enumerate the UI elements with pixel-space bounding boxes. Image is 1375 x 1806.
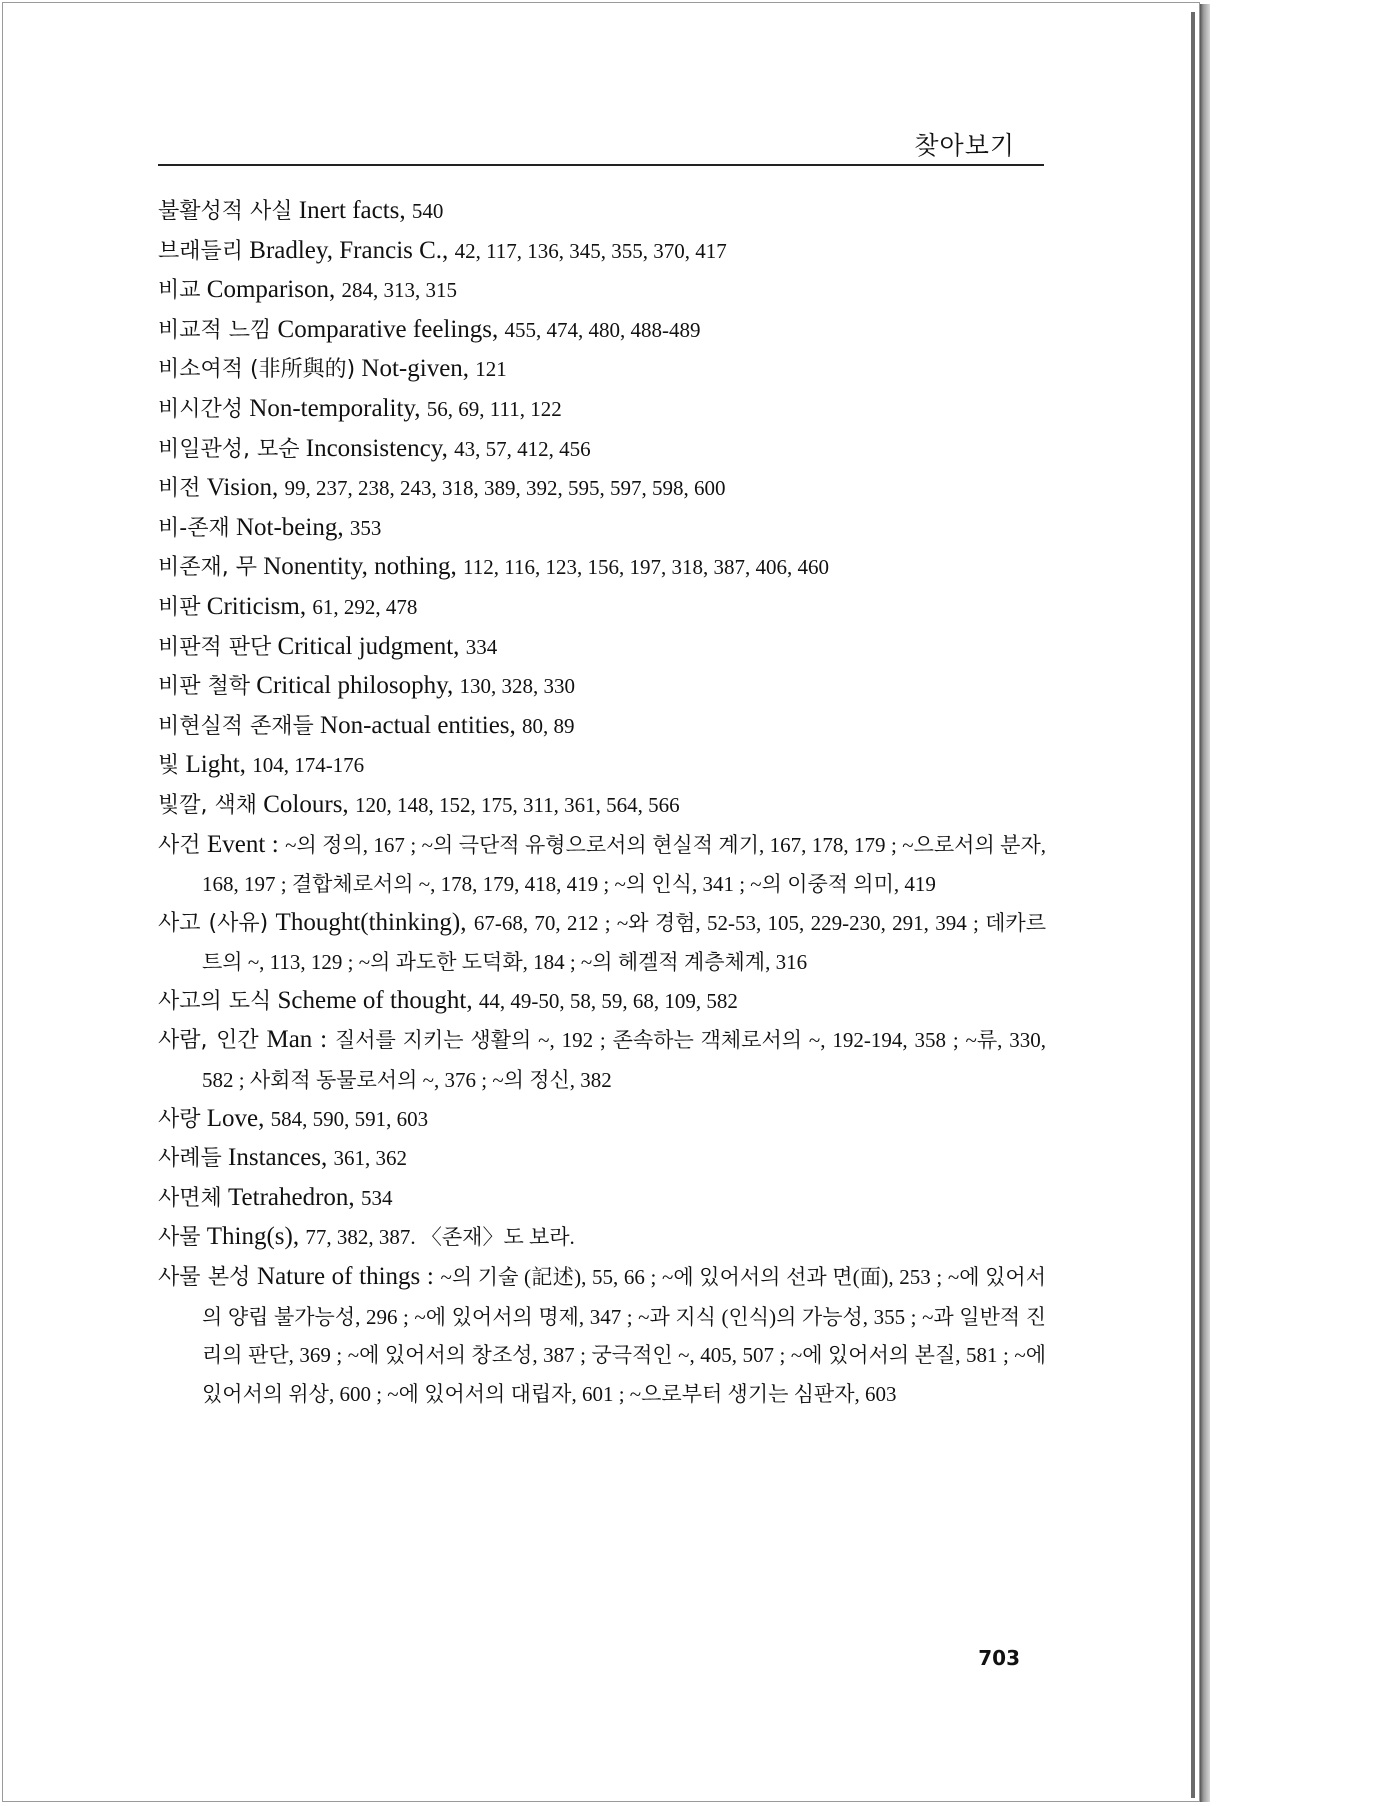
entry-korean-term: 사람, 인간 [158,1028,259,1054]
entry-korean-term: 비일관성, 모순 [158,436,300,462]
page-edge [1200,4,1210,1802]
entry-page-refs: 361, 362 [333,1146,408,1171]
entry-korean-term: 불활성적 사실 [158,199,293,224]
entry-page-refs: 43, 57, 412, 456 [454,436,591,461]
entry-korean-term: 비전 [158,476,201,502]
index-entry [158,1179,1046,1219]
index-entry [158,390,1046,430]
entry-korean-term: 사면체 [158,1185,222,1211]
index-entry [158,904,1046,982]
index-entry [158,588,1046,628]
entry-korean-term: 비판 철학 [158,674,251,700]
index-entry [158,1100,1046,1140]
index-entry [158,707,1046,747]
entry-korean-term: 비-존재 [158,515,230,541]
entry-english-term: Critical philosophy, [256,672,454,700]
running-head: 찾아보기 [914,131,1015,160]
entry-page-refs: 99, 237, 238, 243, 318, 389, 392, 595, 597, 598, 600 [284,476,726,501]
index-entry [158,311,1046,351]
entry-korean-term: 비현실적 존재들 [158,713,314,739]
entry-page-refs: 112, 116, 123, 156, 197, 318, 387, 406, 460 [463,555,829,580]
index-entry [158,1139,1046,1179]
index-entry [158,232,1046,272]
entry-korean-term: 비시간성 [158,396,244,422]
entry-korean-term: 비존재, 무 [158,555,257,581]
entry-korean-term: 사건 [158,832,201,858]
entry-english-term: Light, [185,751,246,779]
entry-page-refs: 284, 313, 315 [341,278,457,303]
entry-korean-term: 브래들리 [158,238,244,264]
entry-english-term: Event : [206,830,279,858]
entry-korean-term: 사랑 [158,1106,201,1132]
entry-english-term: Scheme of thought, [277,986,473,1014]
entry-page-refs: 455, 474, 480, 488-489 [504,317,701,342]
index-entry [158,192,1046,232]
entry-page-refs: 77, 382, 387. 〈존재〉도 보라. [305,1225,575,1250]
entry-english-term: Non-temporality, [249,394,421,422]
entry-english-term: Tetrahedron, [228,1183,355,1211]
entry-english-term: Vision, [206,474,279,502]
entry-page-refs: 질서를 지키는 생활의 ~, 192 ; 존속하는 객체로서의 ~, 192-194, 358 ; ~류, 330, 582 ; 사회적 동물로서의 ~, 376 ; ~의 정신, 382 [202,1028,1047,1093]
entry-english-term: Instances, [228,1144,328,1172]
entry-english-term: Not-being, [235,513,344,541]
entry-english-term: Comparison, [206,276,336,304]
entry-english-term: Comparative feelings, [277,315,499,343]
index-entry [158,469,1046,509]
index-entry [158,628,1046,668]
entry-page-refs: 120, 148, 152, 175, 311, 361, 564, 566 [354,792,680,817]
entry-page-refs: 130, 328, 330 [459,674,575,699]
entry-page-refs: 540 [411,199,444,223]
entry-page-refs: 334 [465,634,498,659]
entry-page-refs: 121 [475,357,507,382]
index-entry [158,746,1046,786]
entry-page-refs: ~의 기술 (記述), 55, 66 ; ~에 있어서의 선과 면(面), 253 ; ~에 있어서의 양립 불가능성, 296 ; ~에 있어서의 명제, 347 ; ~과 지식 (인식)의 가능성, 355 ; ~과 일반적 진리의 판단, 369 ; ~에 있어서의 창조성, 387 ; 궁극적인 ~, 405, 507 ; ~에 있어서의 본질, 581 ; ~에 있어서의 위상, 600 ; ~에 있어서의 대립자, 601 ; ~으로부터 생기는 심판자, 603 [202,1265,1046,1406]
entry-english-term: Nature of things : [257,1263,434,1291]
entry-english-term: Critical judgment, [277,632,460,660]
entry-page-refs: 353 [349,515,382,540]
entry-korean-term: 빛깔, 색채 [158,792,257,818]
index-entry [158,509,1046,549]
entry-english-term: Nonentity, nothing, [263,553,457,581]
entry-korean-term: 비교 [158,278,201,304]
index-entry [158,548,1046,588]
entry-page-refs: ~의 정의, 167 ; ~의 극단적 유형으로서의 현실적 계기, 167, 178, 179 ; ~으로서의 분자, 168, 197 ; 결합체로서의 ~, 178, 179, 418, 419 ; ~의 인식, 341 ; ~의 이중적 의미, 419 [202,832,1047,897]
index-entry [158,786,1046,826]
entry-page-refs: 67-68, 70, 212 ; ~와 경험, 52-53, 105, 229-230, 291, 394 ; 데카르트의 ~, 113, 129 ; ~의 과도한 도덕화, 184 ; ~의 헤겔적 계층체계, 316 [202,910,1047,975]
index-entry [158,982,1046,1022]
index-entries [158,192,1046,1413]
entry-english-term: Inert facts, [298,197,406,224]
entry-korean-term: 비교적 느낌 [158,317,272,343]
entry-page-refs: 104, 174-176 [252,753,365,778]
entry-english-term: Thing(s), [206,1223,300,1251]
entry-korean-term: 사례들 [158,1146,222,1172]
entry-page-refs: 534 [360,1185,393,1210]
entry-english-term: Bradley, Francis C., [249,236,449,264]
index-entry [158,1218,1046,1258]
index-entry [158,430,1046,470]
entry-korean-term: 사물 본성 [158,1265,251,1291]
page-binding-shadow [1191,12,1195,1798]
entry-korean-term: 사고 (사유) [158,910,269,936]
index-entry [158,1258,1046,1413]
entry-korean-term: 사물 [158,1225,201,1251]
entry-korean-term: 비판 [158,594,201,620]
page-number: 703 [978,1646,1020,1670]
header-rule [158,164,1044,166]
entry-page-refs: 61, 292, 478 [312,594,418,619]
entry-page-refs: 80, 89 [522,713,575,738]
entry-english-term: Not-given, [361,355,470,383]
entry-english-term: Man : [266,1026,328,1054]
entry-english-term: Criticism, [206,592,307,620]
entry-korean-term: 사고의 도식 [158,988,272,1014]
index-entry [158,271,1046,311]
entry-korean-term: 빛 [158,753,180,779]
index-entry [158,667,1046,707]
entry-page-refs: 584, 590, 591, 603 [270,1106,429,1131]
entry-english-term: Colours, [263,790,349,818]
index-entry [158,1021,1046,1099]
entry-korean-term: 비소여적 (非所與的) [158,357,356,383]
index-entry [158,826,1046,904]
entry-english-term: Love, [206,1104,265,1132]
entry-page-refs: 56, 69, 111, 122 [426,396,562,421]
entry-english-term: Inconsistency, [305,434,448,462]
entry-page-refs: 44, 49-50, 58, 59, 68, 109, 582 [478,988,738,1013]
entry-korean-term: 비판적 판단 [158,634,272,660]
index-entry [158,350,1046,390]
entry-english-term: Thought(thinking), [275,908,467,936]
entry-page-refs: 42, 117, 136, 345, 355, 370, 417 [454,238,727,263]
entry-english-term: Non-actual entities, [320,711,516,739]
